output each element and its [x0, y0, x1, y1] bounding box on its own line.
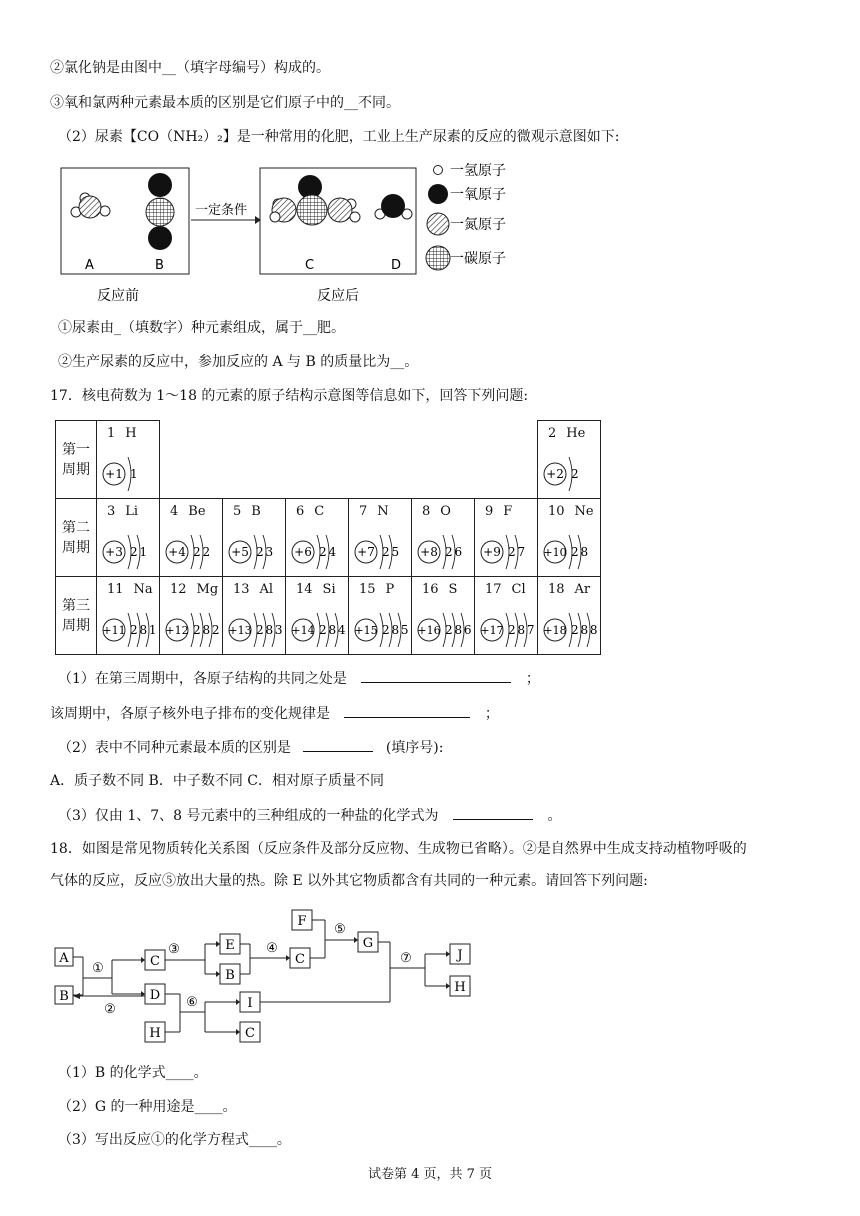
nucleus-charge: +14: [291, 624, 315, 637]
element-symbol: Ar: [574, 582, 591, 597]
label-b: B: [155, 258, 164, 273]
electron-counts: 2 8 8: [571, 623, 597, 637]
nucleus-charge: +9: [483, 545, 501, 559]
element-cell: [97, 421, 160, 499]
element-cell: [160, 577, 223, 655]
atom-structure-diagram: [542, 609, 600, 651]
molecule-c: [270, 175, 360, 225]
element-header: [170, 582, 218, 597]
element-cell: [412, 577, 475, 655]
before-label: 反应前: [97, 288, 139, 304]
label-d: D: [391, 258, 402, 273]
nucleus-charge: +11: [102, 624, 126, 637]
question-line: （2）G 的一种用途是____。: [58, 1099, 237, 1115]
nucleus-charge: +15: [354, 624, 378, 637]
element-cell: [538, 421, 601, 499]
element-header: [548, 504, 594, 519]
legend-carbon: 一碳原子: [450, 251, 506, 267]
period-label: 第三周期: [56, 577, 97, 655]
flow-diagram: [50, 900, 490, 1050]
legend: [426, 163, 506, 270]
reaction-7: ⑦: [400, 951, 412, 966]
nucleus-charge: +10: [543, 546, 567, 559]
electron-counts: 2 2: [193, 545, 210, 559]
element-cell: [412, 499, 475, 577]
atom-structure-diagram: [353, 609, 411, 651]
atomic-number: 2: [548, 426, 557, 441]
atomic-number: 9: [485, 504, 494, 519]
element-symbol: Mg: [196, 582, 219, 597]
electron-counts: 2 1: [130, 545, 147, 559]
atom-structure-diagram: [101, 531, 159, 573]
element-header: [107, 504, 138, 519]
question-18: 18．如图是常见物质转化关系图（反应条件及部分反应物、生成物已省略）。②是自然界中生成支持动植物呼吸的: [50, 841, 747, 857]
element-header: [485, 504, 512, 519]
electron-counts: 2 8 4: [319, 623, 345, 637]
question-line: （3）仅由 1、7、8 号元素中的三种组成的一种盐的化学式为 。: [58, 805, 561, 826]
element-cell: [349, 577, 412, 655]
node-h: H: [454, 980, 466, 995]
atomic-number: 18: [548, 582, 565, 597]
node-c: C: [245, 1026, 255, 1041]
element-symbol: Na: [133, 582, 153, 597]
molecule-d: [375, 194, 412, 219]
atomic-number: 12: [170, 582, 187, 597]
molecule-b: [146, 173, 174, 250]
atomic-number: 8: [422, 504, 431, 519]
page-footer: 试卷第 4 页，共 7 页: [367, 1167, 493, 1182]
nucleus-charge: +17: [480, 624, 504, 637]
atomic-number: 15: [359, 582, 376, 597]
electron-counts: 2 5: [382, 545, 399, 559]
reaction-2: ②: [104, 1002, 116, 1017]
label-a: A: [85, 258, 94, 273]
nucleus-charge: +16: [417, 624, 441, 637]
legend-oxygen: 一氧原子: [450, 187, 506, 203]
element-cell: [160, 499, 223, 577]
element-symbol: Li: [125, 504, 139, 519]
period-label: 第二周期: [56, 499, 97, 577]
electron-counts: 2 3: [256, 545, 273, 559]
electron-counts: 2 8 3: [256, 623, 282, 637]
atomic-number: 4: [170, 504, 179, 519]
element-symbol: He: [566, 426, 586, 441]
electron-counts: 2 8 2: [193, 623, 219, 637]
atomic-number: 17: [485, 582, 502, 597]
element-symbol: O: [440, 504, 451, 519]
element-cell: [223, 499, 286, 577]
atomic-number: 3: [107, 504, 116, 519]
periodic-table: [55, 420, 601, 655]
node-g: G: [362, 936, 374, 951]
atomic-number: 14: [296, 582, 313, 597]
reaction-6: ⑥: [186, 995, 198, 1010]
element-header: [422, 582, 457, 597]
element-cell: [223, 577, 286, 655]
electron-counts: 2 4: [319, 545, 336, 559]
nucleus-charge: +18: [543, 624, 567, 637]
element-symbol: Al: [259, 582, 274, 597]
element-header: [107, 582, 153, 597]
atom-structure-diagram: [479, 609, 537, 651]
element-symbol: S: [448, 582, 458, 597]
atomic-number: 1: [107, 426, 116, 441]
element-header: [422, 504, 451, 519]
node-d: D: [149, 988, 161, 1003]
element-symbol: Cl: [511, 582, 526, 597]
element-header: [485, 582, 526, 597]
node-b: B: [225, 968, 235, 983]
atomic-number: 6: [296, 504, 305, 519]
electron-counts: 2 6: [445, 545, 462, 559]
element-cell: [286, 577, 349, 655]
element-symbol: C: [314, 504, 325, 519]
nucleus-charge: +1: [105, 467, 123, 481]
atom-structure-diagram: [164, 609, 222, 651]
reaction-3: ③: [168, 942, 180, 957]
reaction-4: ④: [266, 941, 278, 956]
electron-counts: 2 7: [508, 545, 525, 559]
node-c: C: [295, 952, 305, 967]
nucleus-charge: +3: [105, 545, 123, 559]
element-header: [548, 582, 590, 597]
question-line: （2）表中不同种元素最本质的区别是 (填序号):: [58, 737, 443, 758]
atomic-number: 11: [107, 582, 124, 597]
nucleus-charge: +13: [228, 624, 252, 637]
element-header: [107, 426, 137, 441]
atom-structure-diagram: [290, 609, 348, 651]
label-c: C: [305, 258, 315, 273]
question-line: （1）B 的化学式____。: [58, 1065, 208, 1081]
nucleus-charge: +2: [546, 467, 564, 481]
after-label: 反应后: [317, 288, 359, 304]
atom-structure-diagram: [416, 609, 474, 651]
question-line: ①尿素由_（填数字）种元素组成，属于__肥。: [58, 320, 345, 336]
nucleus-charge: +8: [420, 545, 438, 559]
legend-hydrogen: 一氢原子: [450, 163, 506, 179]
element-cell: [475, 577, 538, 655]
atom-structure-diagram: [227, 531, 285, 573]
atom-structure-diagram: [479, 531, 537, 573]
node-j: J: [457, 948, 463, 963]
element-header: [296, 504, 324, 519]
element-symbol: F: [503, 504, 513, 519]
node-e: E: [225, 938, 235, 953]
element-header: [548, 426, 585, 441]
electron-counts: 2 8 7: [508, 623, 534, 637]
node-a: A: [59, 951, 69, 966]
atom-structure-diagram: [227, 609, 285, 651]
question-18-cont: 气体的反应，反应⑤放出大量的热。除 E 以外其它物质都含有共同的一种元素。请回答下列问题:: [50, 873, 648, 889]
atomic-number: 16: [422, 582, 439, 597]
nucleus-charge: +6: [294, 545, 312, 559]
element-symbol: N: [377, 504, 389, 519]
element-header: [359, 582, 394, 597]
legend-nitrogen: 一氮原子: [450, 217, 506, 233]
answer-blank[interactable]: [453, 805, 533, 820]
question-line: ③氧和氯两种元素最本质的区别是它们原子中的__不同。: [50, 95, 400, 111]
nucleus-charge: +12: [165, 624, 189, 637]
electron-counts: 2 8: [571, 545, 588, 559]
node-f: F: [297, 914, 307, 929]
element-cell: [538, 499, 601, 577]
element-symbol: Si: [322, 582, 336, 597]
electron-counts: 2 8 1: [130, 623, 156, 637]
question-line: （3）写出反应①的化学方程式____。: [58, 1132, 291, 1148]
question-line: 该周期中，各原子核外电子排布的变化规律是 ；: [50, 703, 499, 724]
reaction-diagram: [55, 160, 535, 310]
element-symbol: P: [385, 582, 395, 597]
nucleus-charge: +7: [357, 545, 375, 559]
element-symbol: H: [125, 426, 137, 441]
period-label: 第一周期: [56, 421, 97, 499]
question-line: （2）尿素【CO（NH₂）₂】是一种常用的化肥，工业上生产尿素的反应的微观示意图如下:: [58, 129, 620, 145]
atom-structure-diagram: [101, 609, 159, 651]
element-cell: [286, 499, 349, 577]
node-i: I: [247, 996, 253, 1011]
electron-counts: 2 8 5: [382, 623, 408, 637]
element-header: [296, 582, 336, 597]
element-header: [359, 504, 389, 519]
nucleus-charge: +5: [231, 545, 249, 559]
question-17: 17．核电荷数为 1～18 的元素的原子结构示意图等信息如下，回答下列问题:: [50, 388, 529, 404]
element-symbol: Be: [188, 504, 206, 519]
element-header: [233, 582, 273, 597]
element-cell: [97, 577, 160, 655]
nucleus-charge: +4: [168, 545, 186, 559]
atom-structure-diagram: [164, 531, 222, 573]
element-cell: [349, 499, 412, 577]
element-cell: [538, 577, 601, 655]
answer-blank[interactable]: [361, 668, 511, 683]
atomic-number: 10: [548, 504, 565, 519]
atom-structure-diagram: [542, 531, 600, 573]
electron-counts: 1: [130, 467, 137, 481]
reaction-1: ①: [92, 961, 104, 976]
question-options: A．质子数不同 B．中子数不同 C．相对原子质量不同: [50, 773, 385, 789]
reaction-5: ⑤: [334, 922, 346, 937]
atom-structure-diagram: [290, 531, 348, 573]
condition-label: 一定条件: [195, 203, 248, 218]
element-symbol: B: [251, 504, 261, 519]
node-b: B: [59, 989, 69, 1004]
atomic-number: 13: [233, 582, 250, 597]
answer-blank[interactable]: [344, 703, 470, 718]
node-c: C: [150, 954, 160, 969]
question-line: ②生产尿素的反应中，参加反应的 A 与 B 的质量比为__。: [58, 354, 419, 370]
electron-counts: 2: [571, 467, 578, 481]
element-symbol: Ne: [574, 504, 594, 519]
element-header: [233, 504, 261, 519]
electron-counts: 2 8 6: [445, 623, 471, 637]
element-cell: [475, 499, 538, 577]
element-header: [170, 504, 206, 519]
atomic-number: 5: [233, 504, 242, 519]
question-line: （1）在第三周期中，各原子结构的共同之处是 ；: [58, 668, 540, 689]
atom-structure-diagram: [542, 453, 600, 495]
question-line: ②氯化钠是由图中__（填字母编号）构成的。: [50, 60, 330, 76]
atomic-number: 7: [359, 504, 368, 519]
answer-blank[interactable]: [303, 737, 373, 752]
atom-structure-diagram: [101, 453, 159, 495]
atom-structure-diagram: [353, 531, 411, 573]
atom-structure-diagram: [416, 531, 474, 573]
molecule-a: [71, 193, 110, 218]
element-cell: [97, 499, 160, 577]
node-h: H: [149, 1026, 161, 1041]
